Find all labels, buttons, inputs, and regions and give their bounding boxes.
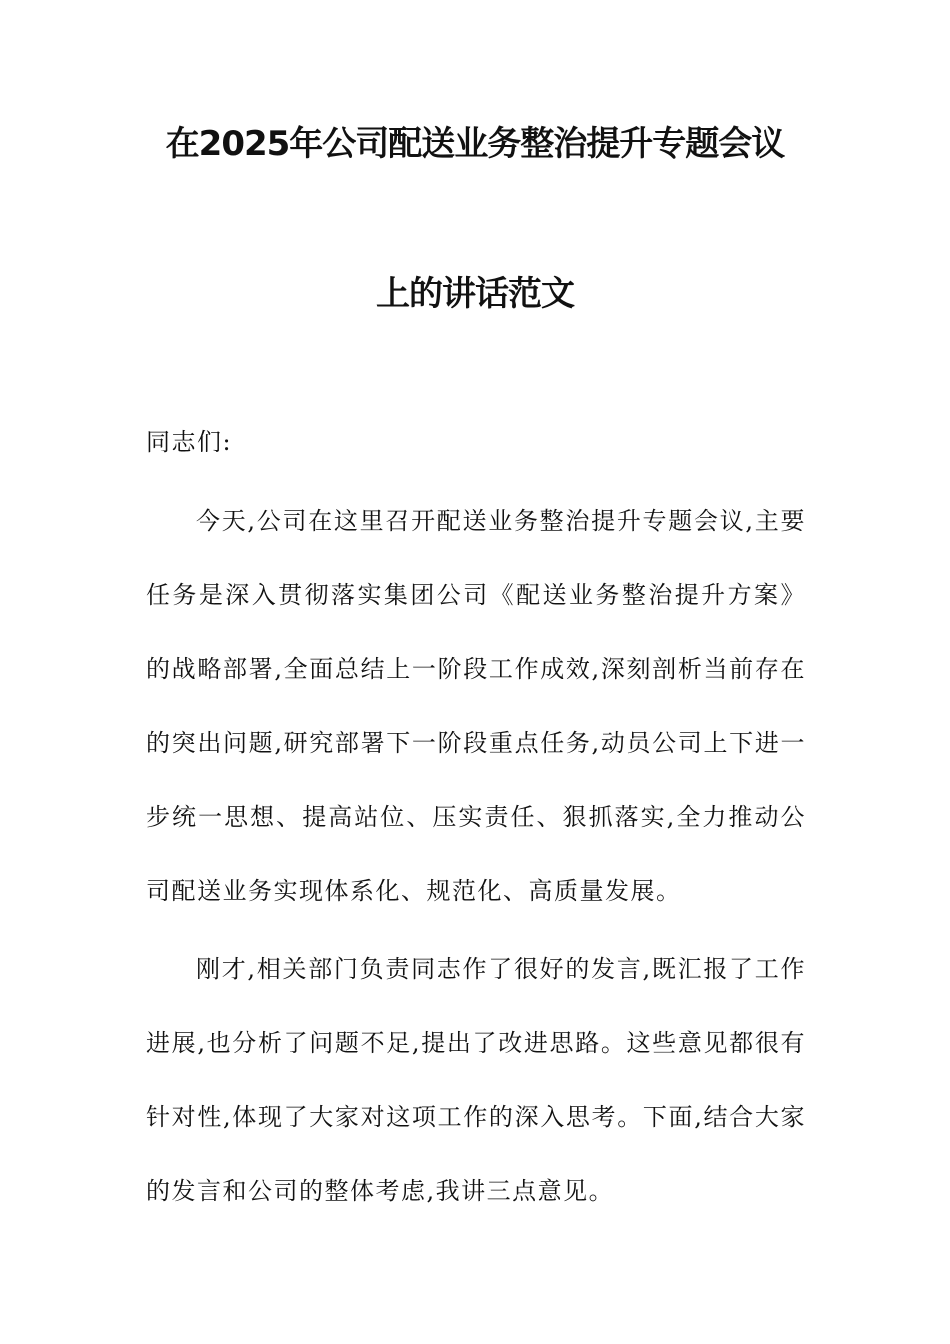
document-title-line-1: 在2025年公司配送业务整治提升专题会议 bbox=[165, 124, 785, 164]
document-title-line-2: 上的讲话范文 bbox=[376, 274, 574, 314]
body-paragraph-2: 刚才,相关部门负责同志作了很好的发言,既汇报了工作进展,也分析了问题不足,提出了改进思路。这些意见都很有针对性,体现了大家对这项工作的深入思考。下面,结合大家的发言和公司的整体考虑,我讲三点意见。 bbox=[146, 955, 806, 1205]
body-paragraph-1: 今天,公司在这里召开配送业务整治提升专题会议,主要任务是深入贯彻落实集团公司《配送业务整治提升方案》的战略部署,全面总结上一阶段工作成效,深刻剖析当前存在的突出问题,研究部署下一阶段重点任务,动员公司上下进一步统一思想、提高站位、压实责任、狠抓落实,全力推动公司配送业务实现体系化、规范化、高质量发展。 bbox=[146, 507, 806, 905]
salutation: 同志们: bbox=[146, 428, 233, 456]
